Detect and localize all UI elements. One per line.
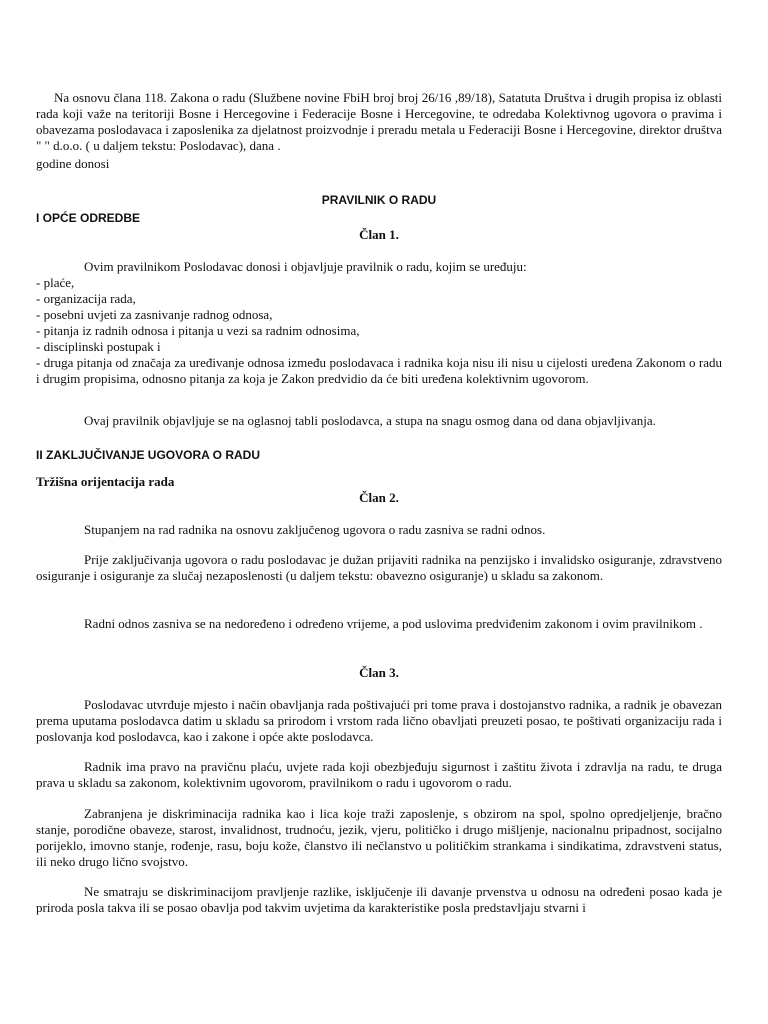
intro-line2: godine donosi [36,156,110,171]
section2-subheading: Tržišna orijentacija rada [36,474,175,489]
list-item: - plaće, [36,275,75,290]
list-item: - disciplinski postupak i [36,339,161,354]
article3-p2: Radnik ima pravo na pravičnu plaću, uvjete rada koji obezbjeđuju sigurnost i zaštitu života i zdravlja na radu, te druga prava u skladu sa zakonom, kolektivnim ugovorom, pravilnikom o radu i ugovorom o radu. [36,759,722,790]
document-title: PRAVILNIK O RADU [321,193,437,207]
article2-title: Član 2. [359,490,399,505]
intro-paragraph: Na osnovu člana 118. Zakona o radu (Službene novine FbiH broj broj 26/16 ,89/18), Satatuta Društva i drugih propisa iz oblasti rada koji važe na teritoriji Bosne i Hercegovine i Federacije Bosne i Hercegovine, te odredaba Kolektivnog ugovora o pravima i obavezama poslodavaca i zaposlenika za djelatnost proizvodnje i preradu metala u Federaciji Bosne i Hercegovine, direktor društva " " d.o.o. ( u daljem tekstu: Poslodavac), dana . [36,90,722,153]
article3-title: Član 3. [359,665,399,680]
section1-heading: I OPĆE ODREDBE [36,211,141,225]
article1-last-item: - druga pitanja od značaja za uređivanje odnosa između poslodavaca i radnika koja nisu ili nisu u cijelosti uređena Zakonom o radu i drugim propisima, odnosno pitanja za koja je Zakon predvidio da će biti uređena kolektivnim ugovorom. [36,355,722,386]
article3-p4: Ne smatraju se diskriminacijom pravljenje razlike, isključenje ili davanje prvenstva u odnosu na određeni posao kada je priroda posla takva ili se posao obavlja pod takvim uvjetima da karakteristike posla predstavljaju stvarni i [36,884,722,915]
article1-lead: Ovim pravilnikom Poslodavac donosi i objavljuje pravilnik o radu, kojim se uređuju: [84,259,527,274]
article2-p1: Stupanjem na rad radnika na osnovu zaključenog ugovora o radu zasniva se radni odnos. [84,522,546,537]
article2-p2: Prije zaključivanja ugovora o radu poslodavac je dužan prijaviti radnika na penzijsko i invalidsko osiguranje, zdravstveno osiguranje i osiguranje za slučaj nezaposlenosti (u daljem tekstu: obavezno osiguranje) u skladu sa zakonom. [36,552,722,583]
article3-p3: Zabranjena je diskriminacija radnika kao i lica koje traži zaposlenje, s obzirom na spol, spolno opredjeljenje, bračno stanje, porodične obaveze, starost, invalidnost, trudnoću, jezik, vjeru, političko i drugo mišljenje, nacionalnu pripadnost, socijalno porijeklo, imovno stanje, rođenje, rasu, boju kože, članstvo ili nečlanstvo u političkim strankama i sindikatima, zdravstveni status, ili neko drugo lično svojstvo. [36,806,722,869]
list-item: - pitanja iz radnih odnosa i pitanja u vezi sa radnim odnosima, [36,323,360,338]
article3-p1: Poslodavac utvrđuje mjesto i način obavljanja rada poštivajući pri tome prava i dostojanstvo radnika, a radnik je obavezan prema uputama poslodavca datim u skladu sa prirodom i vrstom rada lično obavljati preuzeti posao, te poštivati organizaciju rada i poslovanja kod poslodavca, kao i zakone i opće akte poslodavca. [36,697,722,744]
article1-list [36,275,722,355]
article2-p3: Radni odnos zasniva se na nedoređeno i određeno vrijeme, a pod uslovima predviđenim zakonom i ovim pravilnikom . [84,616,703,631]
article1-closing: Ovaj pravilnik objavljuje se na oglasnoj tabli poslodavca, a stupa na snagu osmog dana od dana objavljivanja. [84,413,656,428]
list-item: - posebni uvjeti za zasnivanje radnog odnosa, [36,307,273,322]
article1-title: Član 1. [359,227,399,242]
list-item: - organizacija rada, [36,291,136,306]
section2-heading: II ZAKLJUČIVANJE UGOVORA O RADU [36,448,261,462]
